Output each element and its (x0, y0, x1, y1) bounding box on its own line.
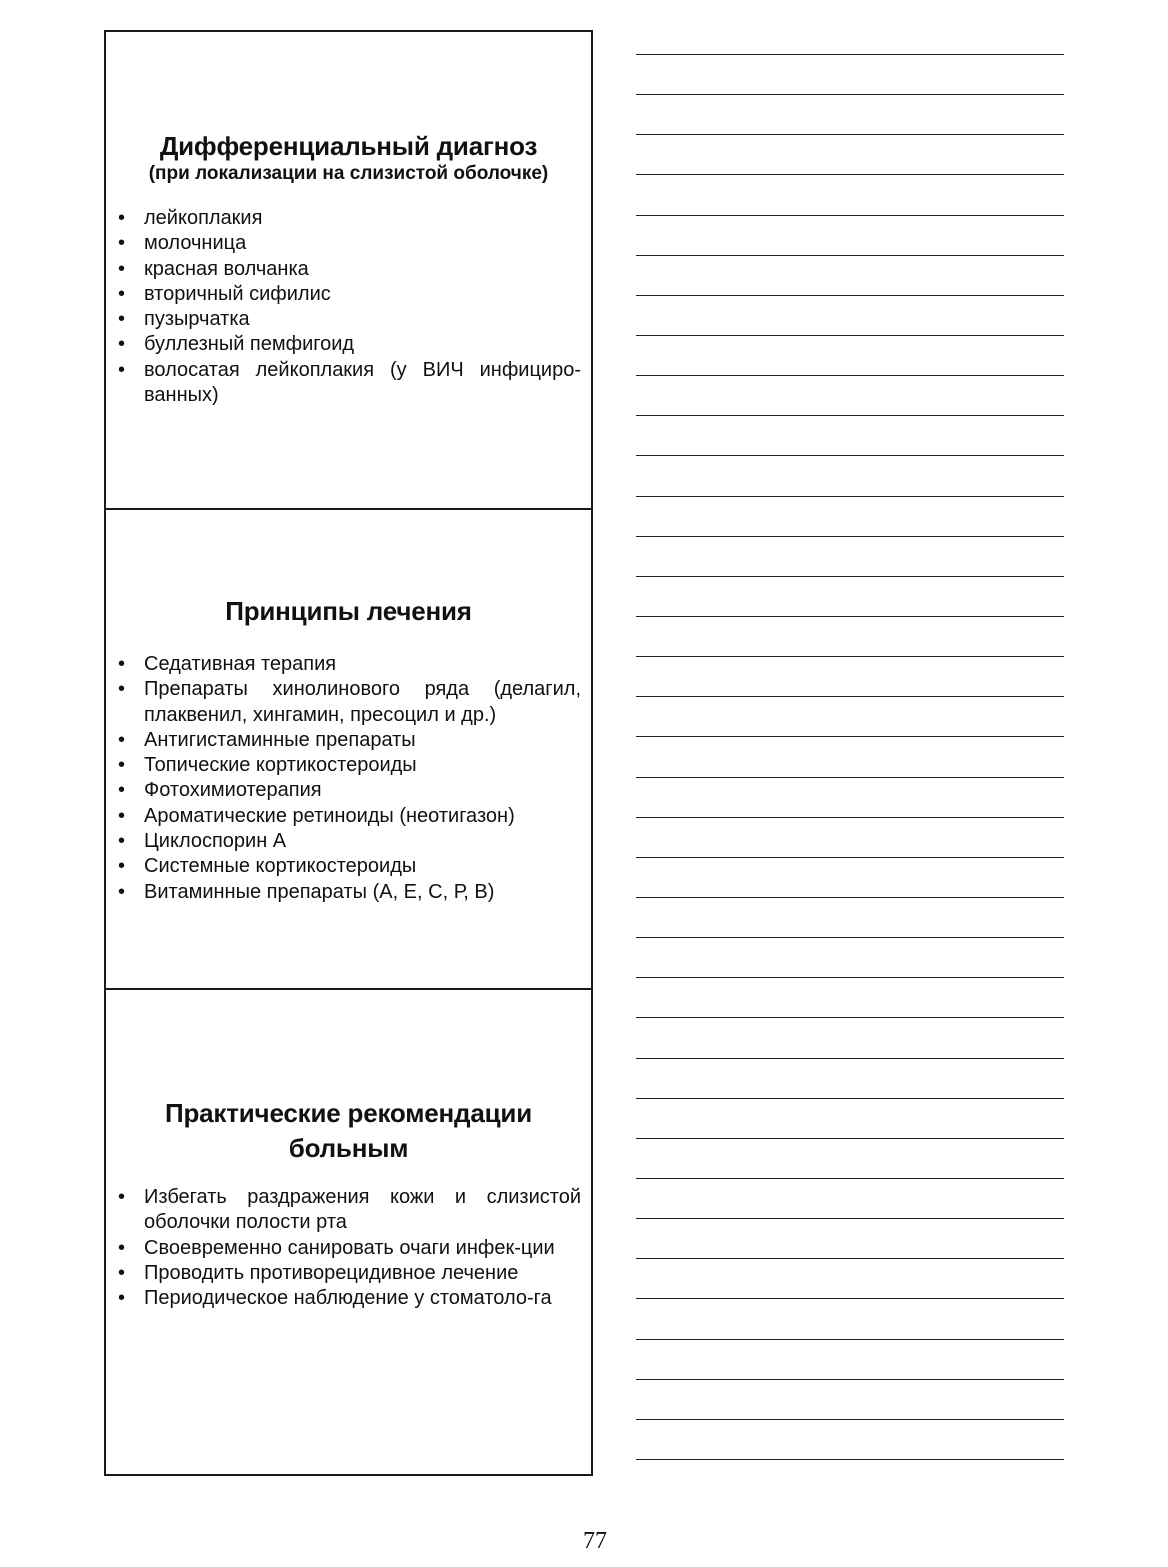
section-title-line2: больным (288, 1133, 409, 1163)
bullet-icon: • (118, 804, 126, 827)
list-item: • вторичный сифилис (116, 282, 581, 307)
note-line (636, 1298, 1064, 1299)
note-line (636, 1178, 1064, 1179)
recommendations-list (116, 1185, 581, 1311)
list-item: • лейкоплакия (116, 206, 581, 231)
note-line (636, 937, 1064, 938)
note-lines (636, 0, 1064, 1567)
note-line (636, 696, 1064, 697)
list-item: • Проводить противорецидивное лечение (116, 1261, 581, 1286)
bullet-icon: • (118, 207, 126, 229)
note-line (636, 656, 1064, 657)
section-divider (106, 508, 591, 510)
note-line (636, 375, 1064, 376)
bullet-icon: • (118, 308, 126, 331)
list-item: • красная волчанка (116, 257, 581, 282)
note-line (636, 897, 1064, 898)
page-number: 77 (583, 1528, 607, 1554)
bullet-icon: • (118, 754, 126, 777)
note-line (636, 616, 1064, 617)
note-line (636, 777, 1064, 778)
bullet-icon: • (118, 1236, 126, 1259)
section-title-line1: Практические рекомендации (165, 1098, 532, 1128)
note-line (636, 295, 1064, 296)
list-item: • Витаминные препараты (А, Е, С, Р, В) (116, 880, 581, 905)
section-subtitle: (при локализации на слизистой оболочке) (148, 163, 549, 184)
note-line (636, 1218, 1064, 1219)
note-line (636, 335, 1064, 336)
note-line (636, 736, 1064, 737)
list-item: • Топические кортикостероиды (116, 753, 581, 778)
bullet-icon: • (118, 855, 126, 878)
bullet-icon: • (118, 1261, 126, 1284)
section-title: Принципы лечения (225, 596, 472, 626)
bullet-icon: • (118, 678, 126, 701)
list-item: • Своевременно санировать очаги инфек-ции (116, 1236, 581, 1261)
note-line (636, 1058, 1064, 1059)
bullet-icon: • (118, 232, 126, 255)
list-item: • волосатая лейкоплакия (у ВИЧ инфициро-ванных) (118, 358, 581, 407)
note-line (636, 536, 1064, 537)
bullet-icon: • (118, 358, 126, 381)
section-treatment-principles (106, 595, 591, 905)
note-line (636, 817, 1064, 818)
note-line (636, 1459, 1064, 1460)
bullet-icon: • (118, 257, 126, 280)
list-item: • молочница (116, 231, 581, 256)
section-practical-recommendations (106, 1096, 591, 1311)
list-item: • пузырчатка (116, 307, 581, 332)
bullet-icon: • (118, 830, 126, 853)
bullet-icon: • (118, 728, 126, 751)
treatment-list (116, 652, 581, 905)
note-line (636, 134, 1064, 135)
note-line (636, 1138, 1064, 1139)
list-item: • Избегать раздражения кожи и слизистой оболочки полости рта (118, 1186, 581, 1234)
note-line (636, 977, 1064, 978)
list-item: • Системные кортикостероиды (116, 854, 581, 879)
note-line (636, 1419, 1064, 1420)
list-item: • Периодическое наблюдение у стоматоло-га (116, 1286, 581, 1311)
section-divider (106, 988, 591, 990)
note-line (636, 94, 1064, 95)
list-item: • Антигистаминные препараты (116, 728, 581, 753)
note-line (636, 54, 1064, 55)
note-line (636, 496, 1064, 497)
list-item: • Ароматические ретиноиды (неотигазон) (116, 804, 581, 829)
bullet-icon: • (118, 880, 126, 903)
note-line (636, 1258, 1064, 1259)
note-line (636, 1017, 1064, 1018)
note-line (636, 1339, 1064, 1340)
section-title: Дифференциальный диагноз (159, 131, 538, 161)
note-line (636, 857, 1064, 858)
list-item: • Фотохимиотерапия (116, 778, 581, 803)
note-line (636, 255, 1064, 256)
note-line (636, 1098, 1064, 1099)
note-line (636, 174, 1064, 175)
section-differential-diagnosis (106, 130, 591, 408)
list-item: • буллезный пемфигоид (116, 332, 581, 357)
list-item: • Препараты хинолинового ряда (делагил, плаквенил, хингамин, пресоцил и др.) (118, 678, 581, 726)
list-item: • Циклоспорин А (116, 829, 581, 854)
bullet-icon: • (118, 653, 126, 675)
note-line (636, 415, 1064, 416)
note-line (636, 1379, 1064, 1380)
note-line (636, 455, 1064, 456)
list-item: • Седативная терапия (116, 652, 581, 677)
bullet-icon: • (118, 779, 126, 802)
bullet-icon: • (118, 282, 126, 305)
note-line (636, 576, 1064, 577)
bullet-icon: • (118, 1287, 126, 1310)
bullet-icon: • (118, 333, 126, 356)
notes-frame (104, 30, 593, 1476)
note-line (636, 215, 1064, 216)
diagnosis-list (116, 206, 581, 408)
bullet-icon: • (118, 1186, 126, 1208)
